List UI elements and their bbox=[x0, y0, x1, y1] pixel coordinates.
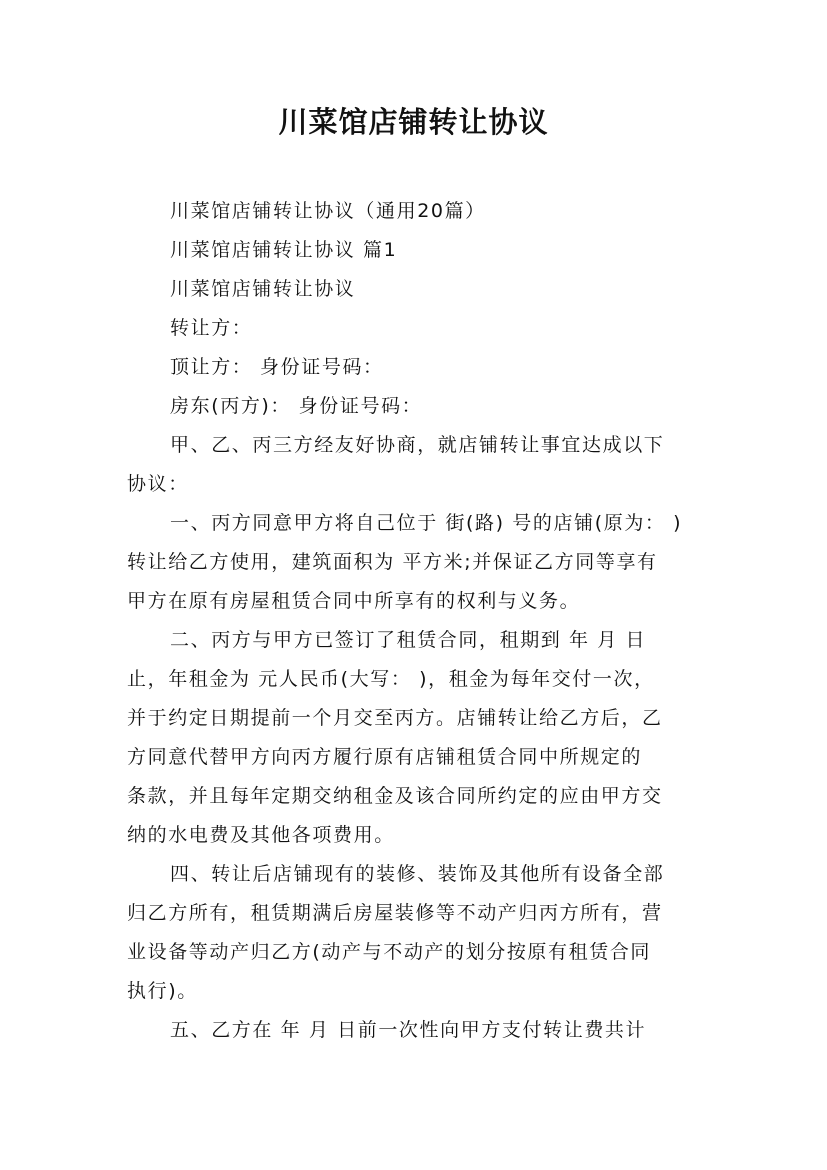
transferee-line: 顶让方： 身份证号码： bbox=[170, 356, 384, 378]
section-heading: 川菜馆店铺转让协议 篇1 bbox=[170, 239, 398, 261]
paragraph-line: 四、转让后店铺现有的装修、装饰及其他所有设备全部 bbox=[170, 863, 665, 885]
paragraph-line: 甲、乙、丙三方经友好协商，就店铺转让事宜达成以下 bbox=[170, 434, 665, 456]
paragraph-line: 纳的水电费及其他各项费用。 bbox=[127, 824, 395, 846]
paragraph-line: 协议： bbox=[127, 473, 189, 495]
paragraph-line: 止，年租金为 元人民币(大写： )，租金为每年交付一次， bbox=[127, 668, 655, 690]
landlord-line: 房东(丙方)： 身份证号码： bbox=[170, 395, 423, 417]
document-title: 川菜馆店铺转让协议 bbox=[278, 105, 549, 139]
paragraph-line: 甲方在原有房屋租赁合同中所享有的权利与义务。 bbox=[127, 590, 581, 612]
paragraph-line: 一、丙方同意甲方将自己位于 街(路) 号的店铺(原为： ) bbox=[170, 512, 683, 534]
paragraph-line: 二、丙方与甲方已签订了租赁合同，租期到 年 月 日 bbox=[170, 629, 647, 651]
paragraph-line: 并于约定日期提前一个月交至丙方。店铺转让给乙方后，乙 bbox=[127, 707, 663, 729]
transferor-line: 转让方： bbox=[170, 317, 253, 339]
paragraph-line: 业设备等动产归乙方(动产与不动产的划分按原有租赁合同 bbox=[127, 941, 652, 963]
paragraph-line: 方同意代替甲方向丙方履行原有店铺租赁合同中所规定的 bbox=[127, 746, 643, 768]
paragraph-line: 转让给乙方使用，建筑面积为 平方米;并保证乙方同等享有 bbox=[127, 551, 658, 573]
subtitle-line: 川菜馆店铺转让协议（通用20篇） bbox=[170, 200, 486, 222]
paragraph-line: 条款，并且每年定期交纳租金及该合同所约定的应由甲方交 bbox=[127, 785, 663, 807]
paragraph-line: 五、乙方在 年 月 日前一次性向甲方支付转让费共计 bbox=[170, 1019, 647, 1041]
agreement-name-line: 川菜馆店铺转让协议 bbox=[170, 278, 356, 300]
paragraph-line: 归乙方所有，租赁期满后房屋装修等不动产归丙方所有，营 bbox=[127, 902, 663, 924]
paragraph-line: 执行)。 bbox=[127, 980, 198, 1002]
